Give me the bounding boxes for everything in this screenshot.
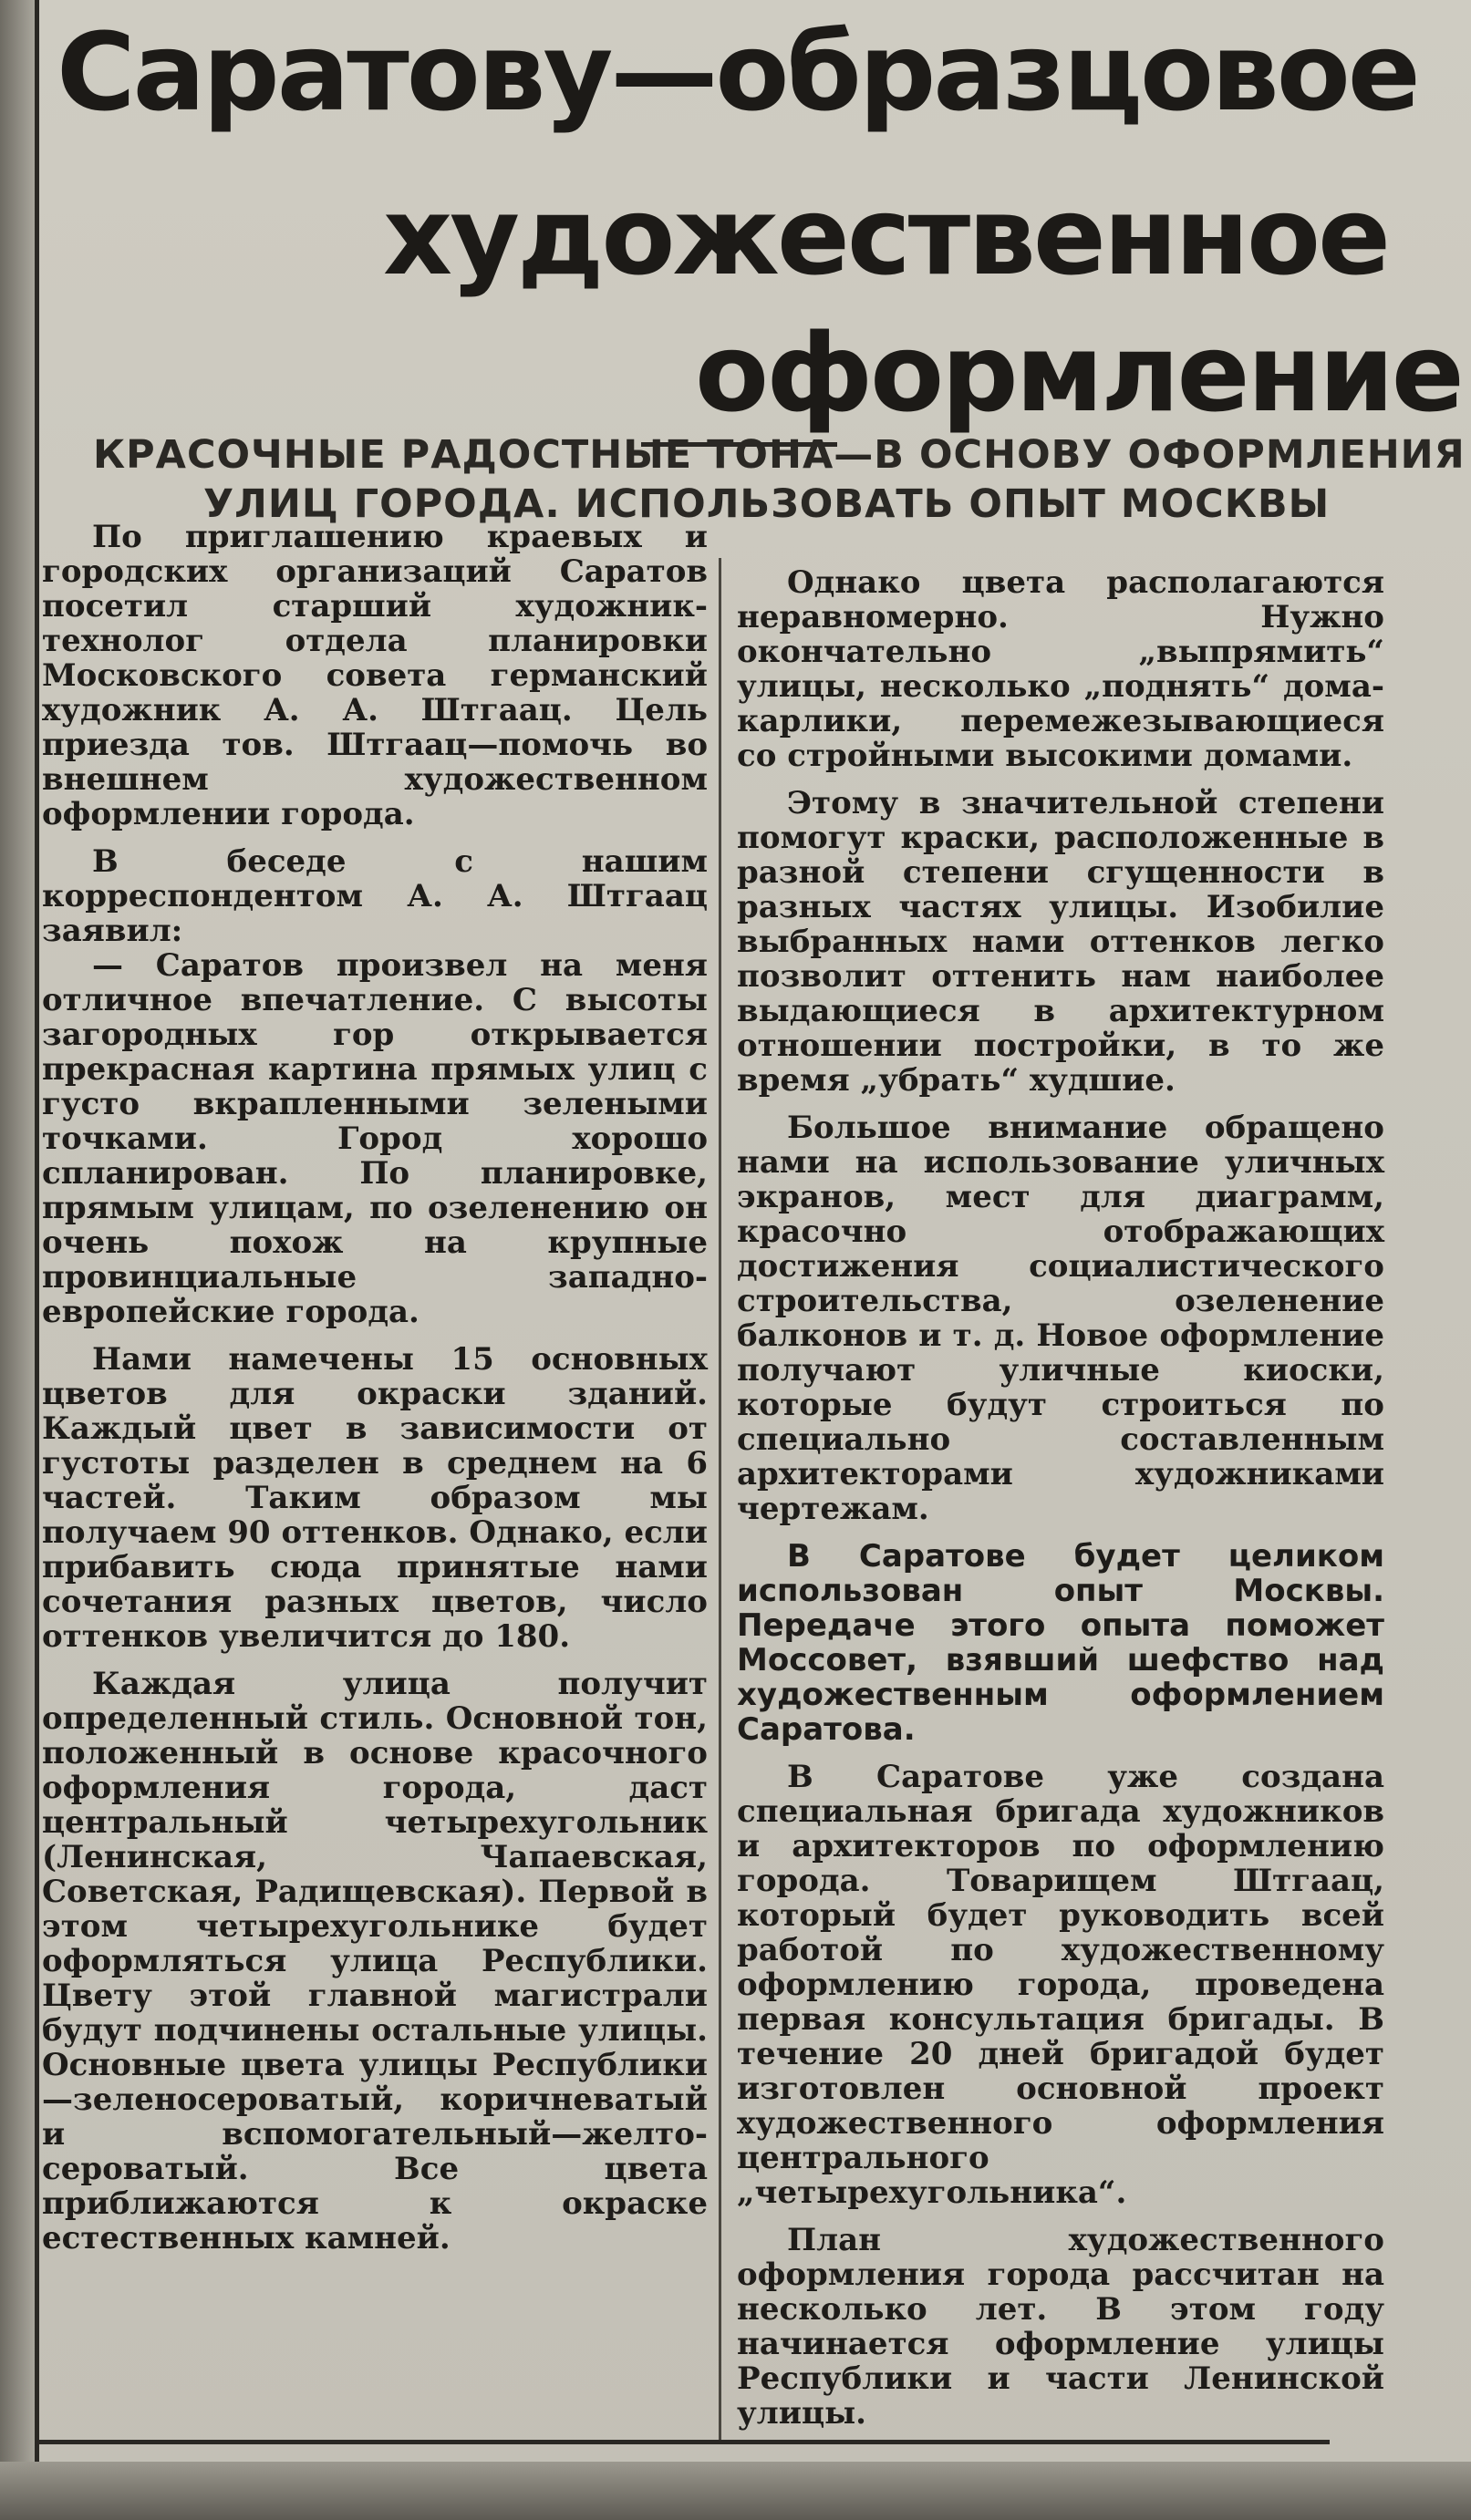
right-column xyxy=(737,565,1384,2431)
headline-line-3: оформление xyxy=(695,310,1462,436)
left-column xyxy=(42,520,708,2256)
article-paragraph: Однако цвета располагаются неравномерно. Нужно окончательно „выпрямить“ улицы, несколько „поднять“ дома-карлики, перемежезывающиеся со стройными высокими домами. xyxy=(737,564,1384,774)
subheadline-line-1: КРАСОЧНЫЕ РАДОСТНЫЕ ТОНА—В ОСНОВУ ОФОРМЛЕНИЯ xyxy=(93,432,1466,478)
bottom-rule xyxy=(35,2440,1330,2444)
article-paragraph: Каждая улица получит определенный стиль. Основной тон, положенный в основе красочного оформления города, даст центральный четырехугольник (Ленинская, Чапаевская, Советская, Радищевская). Первой в этом четырехугольнике будет оформляться улица Республики. Цвету этой главной магистрали будут подчинены остальные улицы. Основные цвета улицы Республики—зеленосероватый, коричневатый и вспомогательный—желто-сероватый. Все цвета приближаются к окраске естественных камней. xyxy=(42,1666,708,2257)
article-paragraph: В Саратове уже создана специальная бригада художников и архитекторов по оформлению города. Товарищем Штгаац, который будет руководить всей работой по художественному оформлению города, проведена первая консультация бригады. В течение 20 дней бригадой будет изготовлен основной проект художественного оформления центрального „четырехугольника“. xyxy=(737,1759,1384,2211)
headline-line-1: Саратову—образцовое xyxy=(57,9,1418,135)
article-paragraph: Этому в значительной степени помогут краски, расположенные в разной степени сгущенности в разных частях улицы. Изобилие выбранных нами оттенков легко позволит оттенить нам наиболее выдающиеся в архитектурном отношении постройки, в то же время „убрать“ худшие. xyxy=(737,785,1384,1099)
article-paragraph-lead: В Саратове будет целиком использован опыт Москвы. Передаче этого опыта поможет Моссовет, взявший шефство над художественным оформлением Саратова. xyxy=(737,1538,1384,1748)
article-paragraph: Большое внимание обращено нами на использование уличных экранов, мест для диаграмм, красочно отображающих достижения социалистического строительства, озеленение балконов и т. д. Новое оформление получают уличные киоски, которые будут строиться по специально составленным архитекторами художниками чертежам. xyxy=(737,1110,1384,1527)
article-paragraph: Нами намечены 15 основных цветов для окраски зданий. Каждый цвет в зависимости от густоты разделен в среднем на 6 частей. Таким образом мы получаем 90 оттенков. Однако, если прибавить сюда принятые нами сочетания разных цветов, число оттенков увеличится до 180. xyxy=(42,1341,708,1655)
column-divider xyxy=(719,558,721,2440)
article-paragraph: — Саратов произвел на меня отличное впечатление. С высоты загородных гор открывается прекрасная картина прямых улиц с густо вкрапленными зелеными точками. Город хорошо спланирован. По планировке, прямым улицам, по озеленению он очень похож на крупные провинциальные западно-европейские города. xyxy=(42,947,708,1330)
article-paragraph: План художественного оформления города рассчитан на несколько лет. В этом году начинается оформление улицы Республики и части Ленинской улицы. xyxy=(737,2222,1384,2432)
subheadline-line-2: УЛИЦ ГОРОДА. ИСПОЛЬЗОВАТЬ ОПЫТ МОСКВЫ xyxy=(203,481,1331,527)
page-edge-shadow xyxy=(0,0,35,2520)
article-paragraph: По приглашению краевых и городских организаций Саратов посетил старший художник-технолог отдела планировки Московского совета германский художник А. А. Штгаац. Цель приезда тов. Штгаац—помочь во внешнем художественном оформлении города. xyxy=(42,519,708,832)
left-column-rule xyxy=(35,0,39,2520)
bottom-page-strip xyxy=(0,2462,1471,2520)
article-paragraph: В беседе с нашим корреспондентом А. А. Штгаац заявил: xyxy=(42,843,708,949)
headline-line-2: художественное xyxy=(383,173,1389,299)
